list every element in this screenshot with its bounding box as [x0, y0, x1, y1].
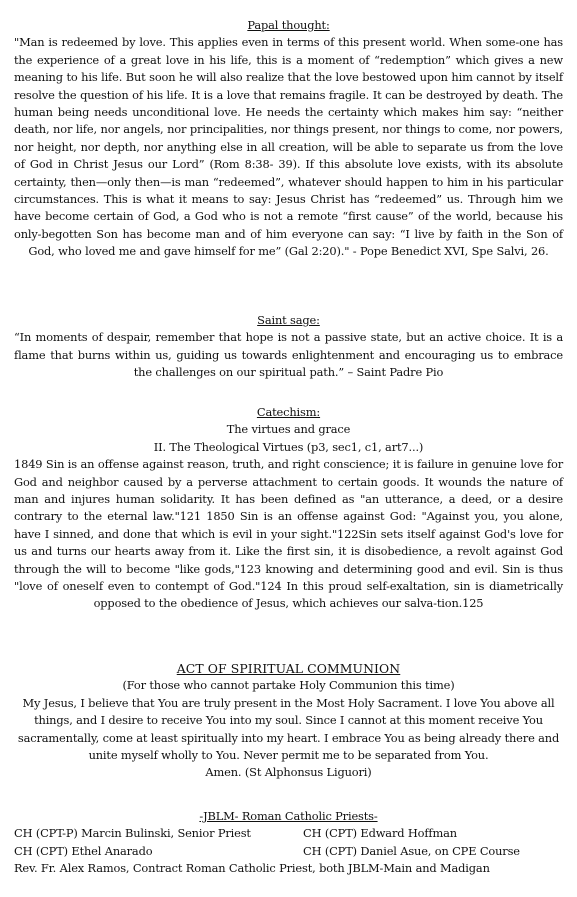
spiritual-communion-section [14, 660, 563, 782]
catechism-section [14, 404, 563, 613]
priest-anarado: CH (CPT) Ethel Anarado [14, 843, 153, 858]
priest-bulinski: CH (CPT-P) Marcin Bulinski, Senior Priest [14, 826, 251, 841]
spiritual-communion-title: ACT OF SPIRITUAL COMMUNION [176, 661, 401, 676]
priests-heading: -JBLM- Roman Catholic Priests- [199, 809, 378, 823]
saint-sage-text: “In moments of despair, remember that hope is not a passive state, but an active choice. It is a flame that burns within us, guiding us towards enlightenment and encouraging us to embrace the challenges on our spiritual path.” – Saint Padre Pio [14, 330, 563, 380]
spiritual-communion-prayer: My Jesus, I believe that You are truly present in the Most Holy Sacrament. I love You above all things, and I desire to receive You into my soul. Since I cannot at this moment receive You sacramentally, come at least spiritually into my heart. I embrace You as being already there and unite myself wholly to You. Never permit me to be separated from You. [17, 695, 560, 763]
saint-sage-section [14, 312, 563, 382]
spiritual-communion-closing: Amen. (St Alphonsus Liguori) [205, 765, 372, 780]
catechism-heading: Catechism: [256, 405, 321, 419]
catechism-subtitle: The virtues and grace [226, 422, 351, 437]
priests-row-1 [14, 825, 563, 842]
catechism-text: 1849 Sin is an offense against reason, truth, and right conscience; it is failure in genuine love for God and neighbor caused by a perverse attachment to certain goods. It wounds the nature of man and injures human solidarity. It has been defined as "an utterance, a deed, or a desire contrary to the eternal law."121 1850 Sin is an offense against God: "Against you, you alone, have I sinned, and done that which is evil in your sight."122Sin sets itself against God's love for us and turns our hearts away from it. Like the first sin, it is disobedience, a revolt against God through the will to become "like gods,"123 knowing and determining good and evil. Sin is thus "love of oneself even to contempt of God."124 In this proud self-exaltation, sin is diametrically opposed to the obedience of Jesus, which achieves our salva-tion.125 [14, 457, 563, 611]
spiritual-communion-subtitle: (For those who cannot partake Holy Communion this time) [122, 678, 455, 693]
saint-sage-heading: Saint sage: [257, 313, 320, 327]
priest-hoffman: CH (CPT) Edward Hoffman [303, 826, 457, 841]
priest-asue: CH (CPT) Daniel Asue, on CPE Course [303, 843, 520, 858]
papal-thought-text: "Man is redeemed by love. This applies even in terms of this present world. When some-one has the experience of a great love in his life, this is a moment of “redemption” which gives a new meaning to his life. But soon he will also realize that the love bestowed upon him cannot by itself resolve the question of his life. It is a love that remains fragile. It can be destroyed by death. The human being needs unconditional love. He needs the certainty which makes him say: “neither death, nor life, nor angels, nor principalities, nor things present, nor things to come, nor powers, nor height, nor depth, nor anything else in all creation, will be able to separate us from the love of God in Christ Jesus our Lord” (Rom 8:38- 39). If this absolute love exists, with its absolute certainty, then—only then—is man “redeemed”, whatever should happen to him in his particular circumstances. This is what it means to say: Jesus Christ has “redeemed” us. Through him we have become certain of God, a God who is not a remote “first cause” of the world, because his only-begotten Son has become man and of him everyone can say: “I live by faith in the Son of God, who loved me and gave himself for me” (Gal 2:20)." - Pope Benedict XVI, Spe Salvi, 26. [14, 35, 563, 259]
priests-row-2 [14, 843, 563, 860]
priest-ramos: Rev. Fr. Alex Ramos, Contract Roman Catholic Priest, both JBLM-Main and Madigan [14, 861, 490, 876]
priests-section [14, 808, 563, 878]
papal-thought-section [14, 17, 563, 261]
papal-thought-heading: Papal thought: [247, 18, 330, 32]
catechism-section-title: II. The Theological Virtues (p3, sec1, c1, art7...) [153, 439, 424, 454]
